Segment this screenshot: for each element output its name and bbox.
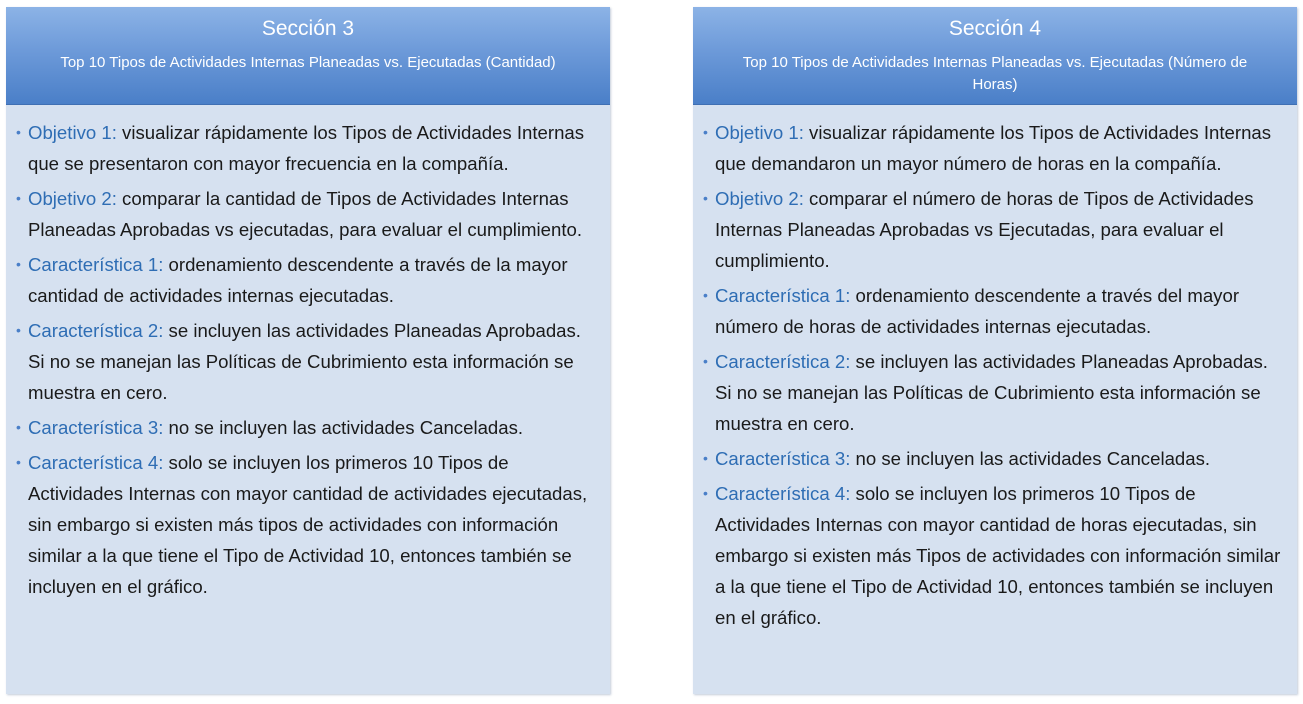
list-item [703,346,1287,439]
item-text: no se incluyen las actividades Canceladas. [163,417,524,438]
item-label: Característica 4: [715,483,851,504]
section-subtitle: Top 10 Tipos de Actividades Internas Planeadas vs. Ejecutadas (Número de Horas) [742,54,1248,93]
item-text: comparar el número de horas de Tipos de Actividades Internas Planeadas Aprobadas vs Ejecutadas, para evaluar el cumplimiento. [715,188,1254,271]
section-4-panel [693,7,1297,694]
item-label: Característica 2: [28,320,164,341]
section-header [6,7,610,105]
list-item [703,117,1287,179]
item-text: no se incluyen las actividades Canceladas. [850,448,1211,469]
list-item [16,117,600,179]
item-label: Característica 1: [28,254,164,275]
item-text: solo se incluyen los primeros 10 Tipos de Actividades Internas con mayor cantidad de horas ejecutadas, sin embargo si existen más Tipos de actividades con información similar a la que tiene el Tipo de Actividad 10, entonces también se incluyen en el gráfico. [715,483,1281,628]
item-text: se incluyen las actividades Planeadas Aprobadas. Si no se manejan las Políticas de Cubrimiento esta información se muestra en cero. [715,351,1268,434]
list-item [16,447,600,602]
list-item [703,280,1287,342]
section-header [693,7,1297,105]
item-label: Característica 4: [28,452,164,473]
item-text: solo se incluyen los primeros 10 Tipos de Actividades Internas con mayor cantidad de actividades ejecutadas, sin embargo si existen más tipos de actividades con información similar a la que tiene el Tipo de Actividad 10, entonces también se incluyen en el gráfico. [28,452,588,597]
item-label: Característica 2: [715,351,851,372]
item-text: ordenamiento descendente a través de la mayor cantidad de actividades internas ejecutadas. [28,254,568,306]
item-label: Característica 1: [715,285,851,306]
list-item [16,315,600,408]
item-label: Objetivo 2: [715,188,804,209]
section-item-list [693,105,1297,633]
item-text: ordenamiento descendente a través del mayor número de horas de actividades internas ejecutadas. [715,285,1240,337]
section-3-panel [6,7,610,694]
section-title: Sección 3 [261,17,355,40]
item-label: Característica 3: [715,448,851,469]
item-label: Objetivo 1: [715,122,804,143]
item-text: visualizar rápidamente los Tipos de Actividades Internas que demandaron un mayor número de horas en la compañía. [715,122,1272,174]
item-label: Objetivo 2: [28,188,117,209]
section-title: Sección 4 [948,17,1042,40]
list-item [703,478,1287,633]
item-text: se incluyen las actividades Planeadas Aprobadas. Si no se manejan las Políticas de Cubrimiento esta información se muestra en cero. [28,320,581,403]
list-item [16,183,600,245]
item-text: visualizar rápidamente los Tipos de Actividades Internas que se presentaron con mayor frecuencia en la compañía. [28,122,585,174]
item-label: Característica 3: [28,417,164,438]
list-item [703,183,1287,276]
section-item-list [6,105,610,602]
list-item [16,412,600,443]
list-item [16,249,600,311]
item-label: Objetivo 1: [28,122,117,143]
section-subtitle: Top 10 Tipos de Actividades Internas Planeadas vs. Ejecutadas (Cantidad) [60,54,556,71]
list-item [703,443,1287,474]
item-text: comparar la cantidad de Tipos de Actividades Internas Planeadas Aprobadas vs ejecutadas, para evaluar el cumplimiento. [28,188,583,240]
